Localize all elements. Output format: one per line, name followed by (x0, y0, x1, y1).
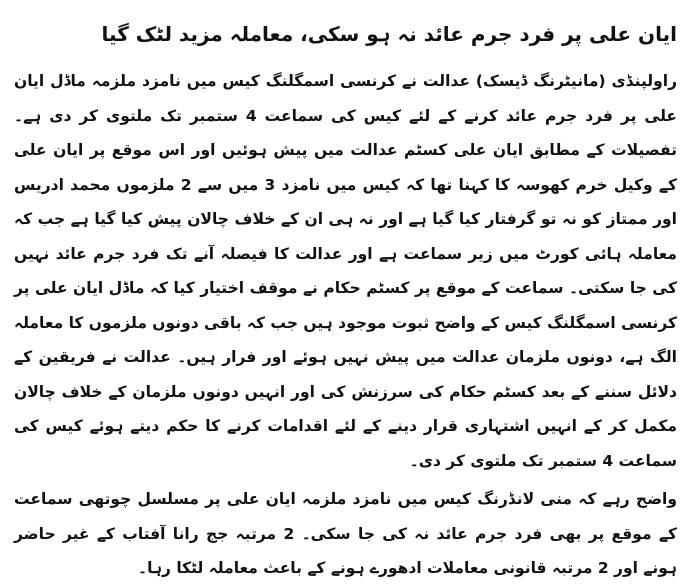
article-paragraph-1: راولپنڈی (مانیٹرنگ ڈیسک) عدالت نے کرنسی اسمگلنگ کیس میں نامزد ملزمہ ماڈل ایان علی پر فرد جرم عائد کرنے کے لئے کیس کی سماعت 4 ستمبر تک ملتوی کر دی ہے۔ تفصیلات کے مطابق ایان علی کسٹم عدالت میں پیش ہوئیں اور اس موقع پر ایان علی کے وکیل خرم کھوسہ کا کہنا تھا کہ کیس میں نامزد 3 میں سے 2 ملزموں محمد ادریس اور ممتاز کو نہ تو گرفتار کیا گیا ہے اور نہ ہی ان کے خلاف چالان پیش کیا گیا ہے جب کہ معاملہ ہائی کورٹ میں زیر سماعت ہے اور عدالت کا فیصلہ آنے تک فرد جرم عائد نہیں کی جا سکتی۔ سماعت کے موقع پر کسٹم حکام نے موقف اختیار کیا کہ ماڈل ایان علی پر کرنسی اسمگلنگ کیس کے واضح ثبوت موجود ہیں جب کہ باقی دونوں ملزموں کا معاملہ الگ ہے، دونوں ملزمان عدالت میں پیش نہیں ہوئے اور فرار ہیں۔ عدالت نے فریقین کے دلائل سننے کے بعد کسٹم حکام کی سرزنش کی اور انہیں دونوں ملزمان کے خلاف چالان مکمل کر کے انہیں اشتہاری قرار دینے کے لئے اقدامات کرنے کا حکم دیتے ہوئے کیس کی سماعت 4 ستمبر تک ملتوی کر دی۔ (14, 72, 677, 470)
news-article (14, 18, 677, 586)
article-paragraph-2: واضح رہے کہ منی لانڈرنگ کیس میں نامزد ملزمہ ایان علی پر مسلسل چوتھی سماعت کے موقع پر بھی فرد جرم عائد نہ کی جا سکی۔ 2 مرتبہ جج رانا آفتاب کے غیر حاضر ہونے اور 2 مرتبہ قانونی معاملات ادھورے ہونے کے باعث معاملہ لٹکا رہا۔ (14, 490, 677, 577)
article-headline: ایان علی پر فرد جرم عائد نہ ہو سکی، معاملہ مزید لٹک گیا (101, 22, 677, 46)
